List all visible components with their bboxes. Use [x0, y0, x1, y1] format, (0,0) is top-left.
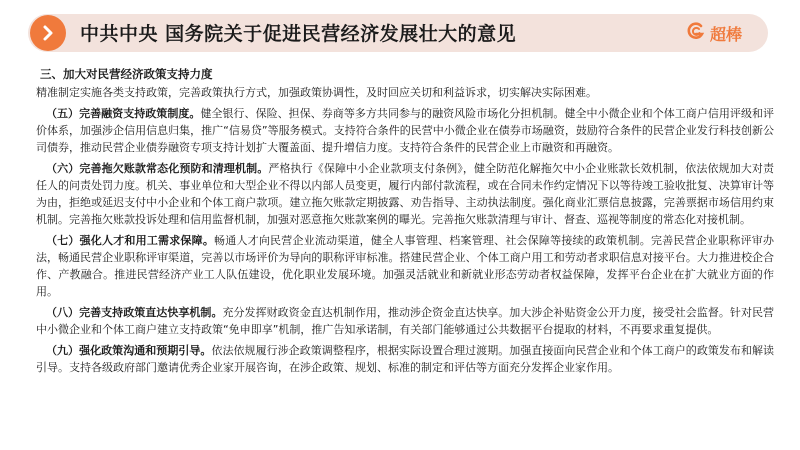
- header: [0, 0, 800, 64]
- logo-text: 超棒: [710, 24, 743, 44]
- paragraph-text: 严格执行《保障中小企业款项支付条例》，健全防范化解拖欠中小企业账款长效机制，依法依规加大对责任人的问责处罚力度。机关、事业单位和大型企业不得以内部人员变更，履行内部付款流程，或在合同未作约定情况下以等待竣工验收批复、决算审计等为由，拒绝或延迟支付中小企业和个体工商户款项。建立拖欠账款定期披露、劝告指导、主动执法制度。强化商业汇票信息披露，完善票据市场信用约束机制。完善拖欠账款投诉处理和信用监督机制，加强对恶意拖欠账款案例的曝光。完善拖欠账款清理与审计、督查、巡视等制度的常态化对接机制。: [36, 162, 775, 226]
- paragraph-number: （五）: [46, 107, 80, 120]
- paragraph-text: 健全银行、保险、担保、券商等多方共同参与的融资风险市场化分担机制。健全中小微企业和个体工商户信用评级和评价体系，加强涉企信用信息归集，推广“信易贷”等服务模式。支持符合条件的民营中小微企业在债券市场融资，鼓励符合条件的民营企业发行科技创新公司债券，推动民营企业债券融资专项支持计划扩大覆盖面、提升增信力度。支持符合条件的民营企业上市融资和再融资。: [36, 107, 775, 154]
- paragraph-text: 依法依规履行涉企政策调整程序，根据实际设置合理过渡期。加强直接面向民营企业和个体工商户的政策发布和解读引导。支持各级政府部门邀请优秀企业家开展咨询，在涉企政策、规划、标准的制定和评估等方面充分发挥企业家作用。: [36, 344, 775, 374]
- document-body: [36, 66, 774, 376]
- paragraph-number: （六）: [46, 162, 80, 175]
- logo-mark-icon: [686, 21, 706, 45]
- brand-logo: [686, 21, 742, 45]
- paragraph-5: [36, 105, 774, 156]
- paragraph-heading: 完善融资支持政策制度。: [79, 107, 201, 120]
- page-title: 中共中央 国务院关于促进民营经济发展壮大的意见: [80, 23, 517, 45]
- paragraph-heading: 强化人才和用工需求保障。: [79, 234, 215, 247]
- section-intro: 精准制定实施各类支持政策，完善政策执行方式，加强政策协调性，及时回应关切和利益诉求，切实解决实际困难。: [36, 86, 597, 99]
- paragraph-8: [36, 304, 774, 338]
- chevron-right-icon: [30, 15, 66, 51]
- paragraph-heading: 完善拖欠账款常态化预防和清理机制。: [79, 162, 269, 175]
- paragraph-6: [36, 160, 774, 228]
- paragraph-heading: 完善支持政策直达快享机制。: [79, 306, 223, 319]
- paragraph-text: 充分发挥财政资金直达机制作用，推动涉企资金直达快享。加大涉企补贴资金公开力度，接受社会监督。针对民营中小微企业和个体工商户建立支持政策“免申即享”机制，推广告知承诺制，有关部门能够通过公共数据平台提取的材料，不再要求重复提供。: [36, 306, 775, 336]
- paragraph-9: [36, 342, 774, 376]
- paragraph-text: 畅通人才向民营企业流动渠道，健全人事管理、档案管理、社会保障等接续的政策机制。完善民营企业职称评审办法，畅通民营企业职称评审渠道，完善以市场评价为导向的职称评审标准。搭建民营企业、个体工商户用工和劳动者求职信息对接平台。大力推进校企合作、产教融合。推进民营经济产业工人队伍建设，优化职业发展环境。加强灵活就业和新就业形态劳动者权益保障，发挥平台企业在扩大就业方面的作用。: [36, 234, 774, 298]
- paragraph-number: （九）: [46, 344, 80, 357]
- paragraph-number: （七）: [46, 234, 80, 247]
- paragraph-heading: 强化政策沟通和预期引导。: [79, 344, 212, 357]
- section-heading: 三、加大对民营经济政策支持力度: [40, 67, 213, 81]
- paragraph-number: （八）: [46, 306, 80, 319]
- paragraph-7: [36, 232, 774, 300]
